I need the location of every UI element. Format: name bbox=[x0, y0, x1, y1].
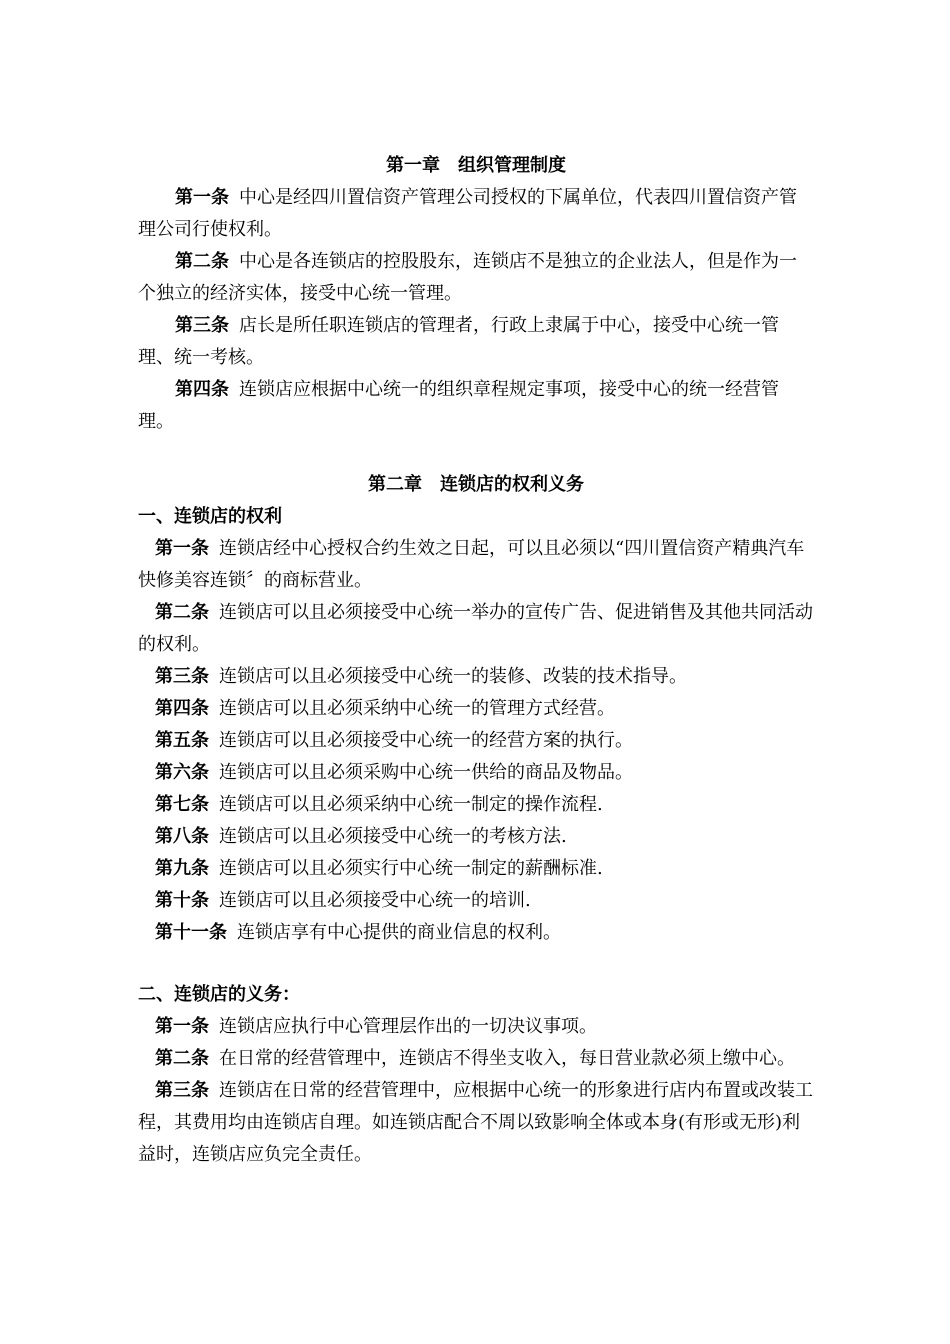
article bbox=[138, 693, 814, 725]
article bbox=[138, 597, 814, 661]
article-number: 第七条 bbox=[155, 794, 209, 815]
article-text: 连锁店可以且必须采纳中心统一的管理方式经营。 bbox=[219, 698, 615, 719]
chapter-1-title: 第一章 组织管理制度 bbox=[386, 155, 566, 176]
article bbox=[138, 182, 814, 246]
article-text: 连锁店享有中心提供的商业信息的权利。 bbox=[237, 922, 561, 943]
article bbox=[138, 821, 814, 853]
article-text: 店长是所任职连锁店的管理者，行政上隶属于中心，接受中心统一管理、统一考核。 bbox=[138, 315, 779, 368]
article bbox=[138, 853, 814, 885]
article-text: 连锁店可以且必须接受中心统一的装修、改装的技术指导。 bbox=[219, 666, 687, 687]
article-text: 连锁店可以且必须接受中心统一举办的宣传广告、促进销售及其他共同活动的权利。 bbox=[138, 602, 813, 655]
article bbox=[138, 789, 814, 821]
article-number: 第九条 bbox=[155, 858, 209, 879]
document-page bbox=[138, 150, 814, 1171]
article-number: 第六条 bbox=[155, 762, 209, 783]
article-text: 连锁店应根据中心统一的组织章程规定事项，接受中心的统一经营管理。 bbox=[138, 379, 779, 432]
article-number: 第四条 bbox=[175, 379, 229, 400]
article-number: 第十一条 bbox=[155, 922, 227, 943]
article-number: 第四条 bbox=[155, 698, 209, 719]
article-text: 连锁店应执行中心管理层作出的一切决议事项。 bbox=[219, 1016, 597, 1037]
article-text: 连锁店可以且必须实行中心统一制定的薪酬标准. bbox=[219, 858, 603, 879]
article-number: 第二条 bbox=[155, 1048, 209, 1069]
article-number: 第一条 bbox=[155, 538, 209, 559]
article bbox=[138, 885, 814, 917]
article-number: 第十条 bbox=[155, 890, 209, 911]
article-number: 第八条 bbox=[155, 826, 209, 847]
article bbox=[138, 374, 814, 438]
article-text: 连锁店可以且必须接受中心统一的经营方案的执行。 bbox=[219, 730, 633, 751]
article-number: 第二条 bbox=[175, 251, 229, 272]
article-number: 第五条 bbox=[155, 730, 209, 751]
article-number: 第一条 bbox=[175, 187, 229, 208]
article-text: 连锁店在日常的经营管理中，应根据中心统一的形象进行店内布置或改装工程，其费用均由连锁店自理。如连锁店配合不周以致影响全体或本身(有形或无形)利益时，连锁店应负完全责任。 bbox=[138, 1080, 813, 1165]
article bbox=[138, 1075, 814, 1171]
article-text: 连锁店可以且必须接受中心统一的考核方法. bbox=[219, 826, 567, 847]
article-text: 在日常的经营管理中，连锁店不得坐支收入，每日营业款必须上缴中心。 bbox=[219, 1048, 795, 1069]
article bbox=[138, 310, 814, 374]
spacer bbox=[138, 949, 814, 979]
spacer bbox=[138, 438, 814, 469]
article-text: 连锁店可以且必须采购中心统一供给的商品及物品。 bbox=[219, 762, 633, 783]
section-title-rights: 一、连锁店的权利 bbox=[138, 506, 282, 527]
article bbox=[138, 661, 814, 693]
article-number: 第三条 bbox=[155, 1080, 209, 1101]
section-title-duties: 二、连锁店的义务： bbox=[138, 984, 300, 1005]
article bbox=[138, 1043, 814, 1075]
article bbox=[138, 1011, 814, 1043]
article-text: 连锁店可以且必须接受中心统一的培训. bbox=[219, 890, 531, 911]
article-number: 第三条 bbox=[175, 315, 229, 336]
article-number: 第二条 bbox=[155, 602, 209, 623]
article-text: 中心是各连锁店的控股股东，连锁店不是独立的企业法人，但是作为一个独立的经济实体，接受中心统一管理。 bbox=[138, 251, 797, 304]
article-text: 连锁店可以且必须采纳中心统一制定的操作流程. bbox=[219, 794, 603, 815]
article bbox=[138, 246, 814, 310]
article bbox=[138, 725, 814, 757]
article-number: 第三条 bbox=[155, 666, 209, 687]
article bbox=[138, 917, 814, 949]
article bbox=[138, 533, 814, 597]
article-text: 连锁店经中心授权合约生效之日起，可以且必须以“四川置信资产精典汽车快修美容连锁〞的商标营业。 bbox=[138, 538, 805, 591]
article-number: 第一条 bbox=[155, 1016, 209, 1037]
article bbox=[138, 757, 814, 789]
chapter-2-title: 第二章 连锁店的权利义务 bbox=[368, 474, 584, 495]
article-text: 中心是经四川置信资产管理公司授权的下属单位，代表四川置信资产管理公司行使权利。 bbox=[138, 187, 797, 240]
